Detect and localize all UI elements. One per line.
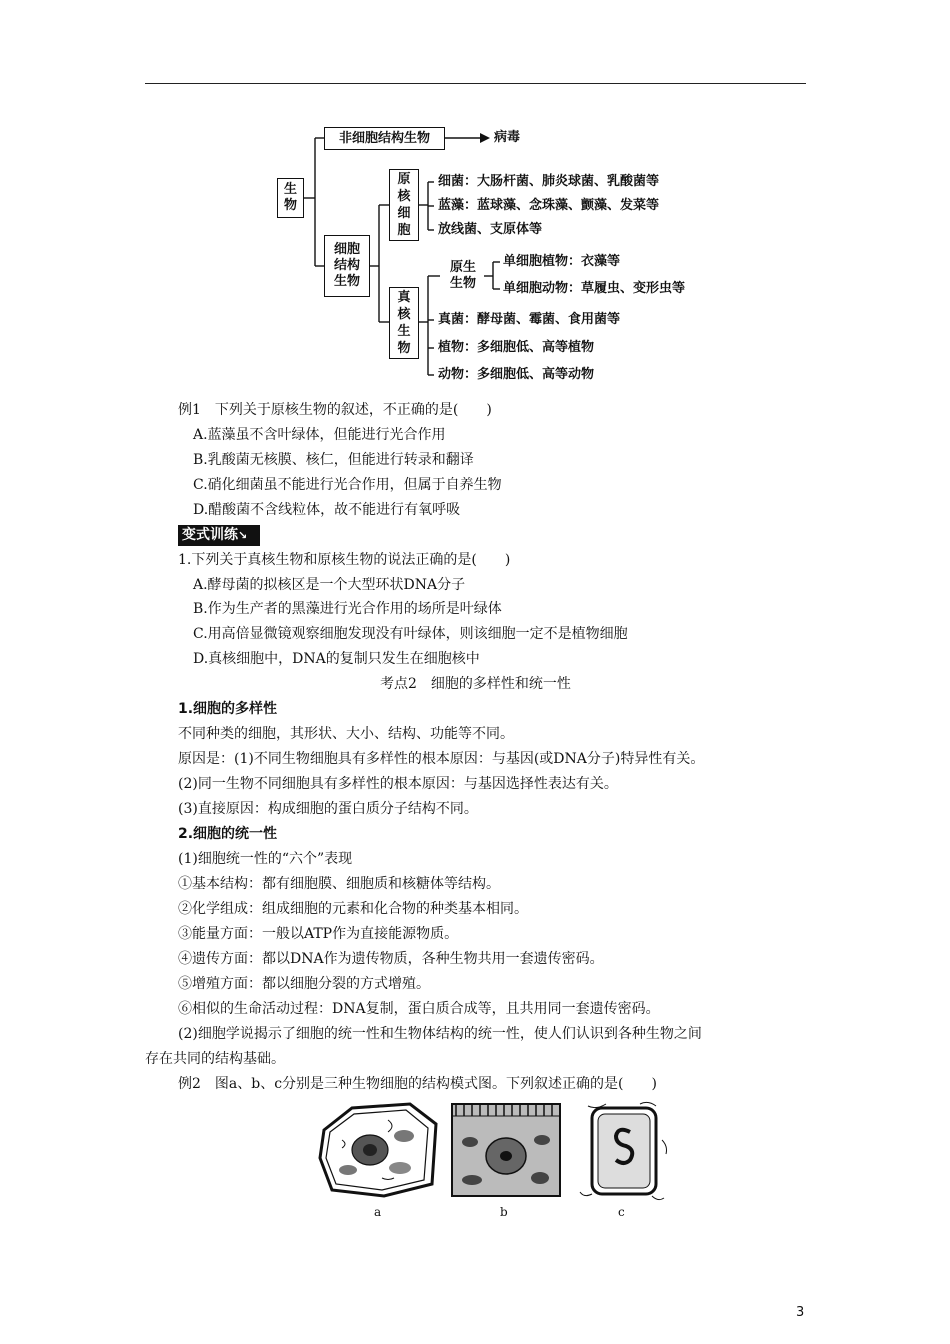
figure-c-label: c (618, 1205, 625, 1219)
node-cell (324, 235, 370, 297)
section-title (380, 674, 571, 694)
node-noncell-label: 非细胞结构生物 (338, 130, 430, 146)
node-noncell (324, 127, 445, 150)
arrow-corner-icon: ↘ (238, 529, 248, 542)
node-eukaryote-label: 真核生物 (397, 290, 411, 356)
unity-item-1: ①基本结构：都有细胞膜、细胞质和核糖体等结构。 (178, 876, 500, 892)
node-virus: 病毒 (494, 130, 521, 145)
cell-figure-b (450, 1102, 562, 1198)
node-root-label: 生物 (283, 182, 297, 213)
example1-option-d: D.醋酸菌不含线粒体，故不能进行有氧呼吸 (193, 502, 461, 518)
section-title-text: 细胞的多样性和统一性 (416, 676, 571, 692)
para-diversity-1: 不同种类的细胞，其形状、大小、结构、功能等不同。 (178, 726, 514, 742)
leaf-cyanobacteria: 蓝藻：蓝球藻、念珠藻、颤藻、发菜等 (438, 198, 660, 213)
example1-option-a: A.蓝藻虽不含叶绿体，但能进行光合作用 (193, 427, 446, 443)
node-protist (445, 260, 481, 292)
practice1-option-d: D.真核细胞中，DNA的复制只发生在细胞核中 (193, 651, 480, 667)
example1-option-c: C.硝化细菌虽不能进行光合作用，但属于自养生物 (193, 477, 502, 493)
heading-diversity: 1.细胞的多样性 (178, 701, 278, 717)
page-number: 3 (796, 1305, 805, 1320)
unity-item-5: ⑤增殖方面：都以细胞分裂的方式增殖。 (178, 976, 430, 992)
para-cell-theory-1: (2)细胞学说揭示了细胞的统一性和生物体结构的统一性，使人们认识到各种生物之间 (178, 1026, 702, 1042)
para-cell-theory-2: 存在共同的结构基础。 (145, 1051, 285, 1067)
leaf-unicellular-animal: 单细胞动物：草履虫、变形虫等 (503, 281, 686, 296)
node-prokaryote-label: 原核细胞 (397, 172, 411, 238)
para-diversity-2: 原因是：(1)不同生物细胞具有多样性的根本原因：与基因(或DNA分子)特异性有关。 (178, 751, 705, 767)
figure-b-label: b (500, 1205, 508, 1219)
cell-figure-c (578, 1100, 670, 1202)
unity-item-2: ②化学组成：组成细胞的元素和化合物的种类基本相同。 (178, 901, 528, 917)
unity-item-6: ⑥相似的生命活动过程：DNA复制，蛋白质合成等，且共用同一套遗传密码。 (178, 1001, 660, 1017)
leaf-fungi: 真菌：酵母菌、霉菌、食用菌等 (438, 312, 621, 327)
node-cell-label: 细胞结构生物 (333, 242, 360, 289)
example2-question: 例2 图a、b、c分别是三种生物细胞的结构模式图。下列叙述正确的是( ) (178, 1076, 657, 1092)
leaf-plants: 植物：多细胞低、高等植物 (438, 340, 595, 355)
leaf-animals: 动物：多细胞低、高等动物 (438, 367, 595, 382)
example1-question: 例1 下列关于原核生物的叙述，不正确的是( ) (178, 402, 492, 418)
leaf-actinomycetes: 放线菌、支原体等 (438, 222, 543, 237)
example1-option-b: B.乳酸菌无核膜、核仁，但能进行转录和翻译 (193, 452, 474, 468)
section-title-number: 考点2 (380, 676, 417, 692)
practice-banner (178, 525, 260, 546)
para-unity-intro: (1)细胞统一性的“六个”表现 (178, 851, 353, 867)
cell-figure-a (318, 1100, 440, 1200)
practice1-option-c: C.用高倍显微镜观察细胞发现没有叶绿体，则该细胞一定不是植物细胞 (193, 626, 628, 642)
node-protist-label: 原生生物 (449, 260, 476, 291)
practice1-option-a: A.酵母菌的拟核区是一个大型环状DNA分子 (193, 577, 466, 593)
node-root (277, 178, 304, 218)
node-eukaryote (389, 287, 419, 359)
practice-banner-label: 变式训练 (182, 527, 238, 543)
practice1-option-b: B.作为生产者的黑藻进行光合作用的场所是叶绿体 (193, 601, 502, 617)
unity-item-3: ③能量方面：一般以ATP作为直接能源物质。 (178, 926, 459, 942)
heading-unity: 2.细胞的统一性 (178, 826, 278, 842)
node-prokaryote (389, 169, 419, 241)
practice1-question: 1.下列关于真核生物和原核生物的说法正确的是( ) (178, 552, 511, 568)
unity-item-4: ④遗传方面：都以DNA作为遗传物质，各种生物共用一套遗传密码。 (178, 951, 604, 967)
leaf-unicellular-plant: 单细胞植物：衣藻等 (503, 254, 621, 269)
figure-a-label: a (374, 1205, 382, 1219)
leaf-bacteria: 细菌：大肠杆菌、肺炎球菌、乳酸菌等 (438, 174, 660, 189)
para-diversity-4: (3)直接原因：构成细胞的蛋白质分子结构不同。 (178, 801, 478, 817)
para-diversity-3: (2)同一生物不同细胞具有多样性的根本原因：与基因选择性表达有关。 (178, 776, 618, 792)
